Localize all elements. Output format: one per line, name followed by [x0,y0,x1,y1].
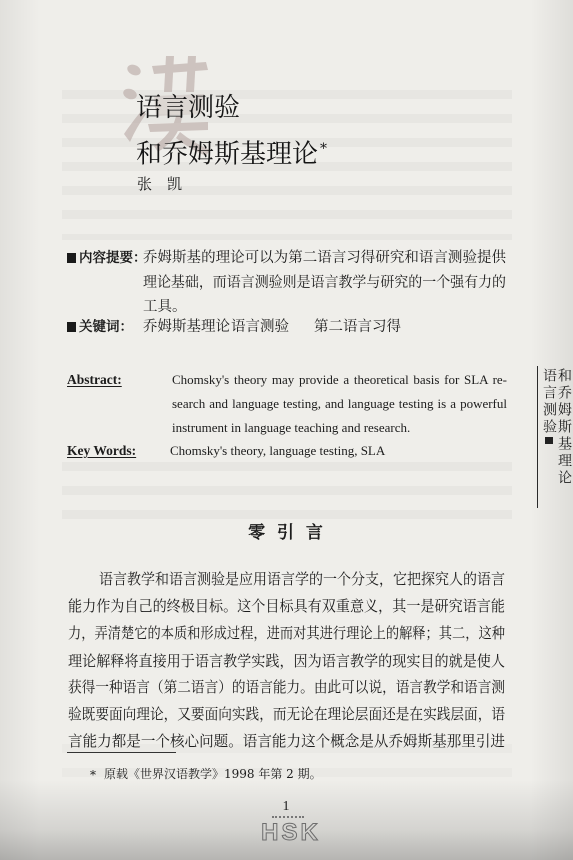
article-title-text: 和乔姆斯基理论 [136,139,319,170]
footnote-mark: * [90,768,96,782]
abstract-label: Abstract: [67,372,122,387]
key-words-text: Chomsky's theory, language testing, SLA [170,443,386,458]
article-title-line-2 [136,134,327,170]
keywords-label-text: 关键词： [79,319,133,335]
section-heading: 零 引 言 [248,523,326,543]
summary-line: 理论基础，而语言测验则是语言教学与研究的一个强有力的 [143,275,506,291]
side-tab-rule [537,366,538,508]
key-words-label: Key Words: [67,443,137,458]
article-title-line-1: 语言测验 [136,93,241,123]
body-line: 理论解释将直接用于语言教学实践，因为语言教学的现实目的就是使人 [68,652,506,670]
bleed-through-texture [62,462,512,522]
page-number: 1 [282,799,290,814]
black-square-icon [545,437,553,444]
hsk-logo: HSK [261,819,321,846]
black-square-icon [67,322,76,332]
body-line: 力，弄清楚它的本质和形成过程，进而对其进行理论上的解释；其二，这种 [68,624,506,642]
author-name: 张 凯 [137,175,183,193]
black-square-icon [67,253,76,263]
abstract-line: Chomsky's theory may provide a theoretical basis for SLA re- [172,372,507,387]
summary-label [67,250,147,266]
side-tab-column-2: 和乔姆斯基理论 [556,368,572,487]
body-line: 验既要面向理论，又要面向实践，而无论在理论层面还是在实践层面，语 [68,705,506,723]
summary-line: 乔姆斯基的理论可以为第二语言习得研究和语言测验提供 [143,250,506,266]
abstract-line: search and language testing, and language testing is a powerful [172,396,507,411]
body-line: 获得一种语言（第二语言）的语言能力。由此可以说，语言教学和语言测 [68,678,506,696]
summary-label-text: 内容提要： [79,250,147,266]
body-line: 语言教学和语言测验是应用语言学的一个分支，它把探究人的语言 [99,570,506,588]
body-line: 言能力都是一个核心问题。语言能力这个概念是从乔姆斯基那里引进 [68,732,506,750]
footnote-text: 原载《世界汉语教学》1998 年第 2 期。 [104,767,322,781]
body-line: 能力作为自己的终极目标。这个目标具有双重意义，其一是研究语言能 [68,597,506,615]
title-footnote-mark: * [320,141,328,157]
keywords-label [67,319,133,335]
summary-line: 工具。 [143,299,187,315]
keyword-item: 乔姆斯基理论 [143,319,230,335]
keyword-item: 语言测验 [231,319,289,335]
side-tab-column-1: 语言测验 [541,368,557,436]
abstract-line: instrument in language teaching and research. [172,420,411,435]
keyword-item: 第二语言习得 [314,319,401,335]
footnote-rule [67,752,176,753]
